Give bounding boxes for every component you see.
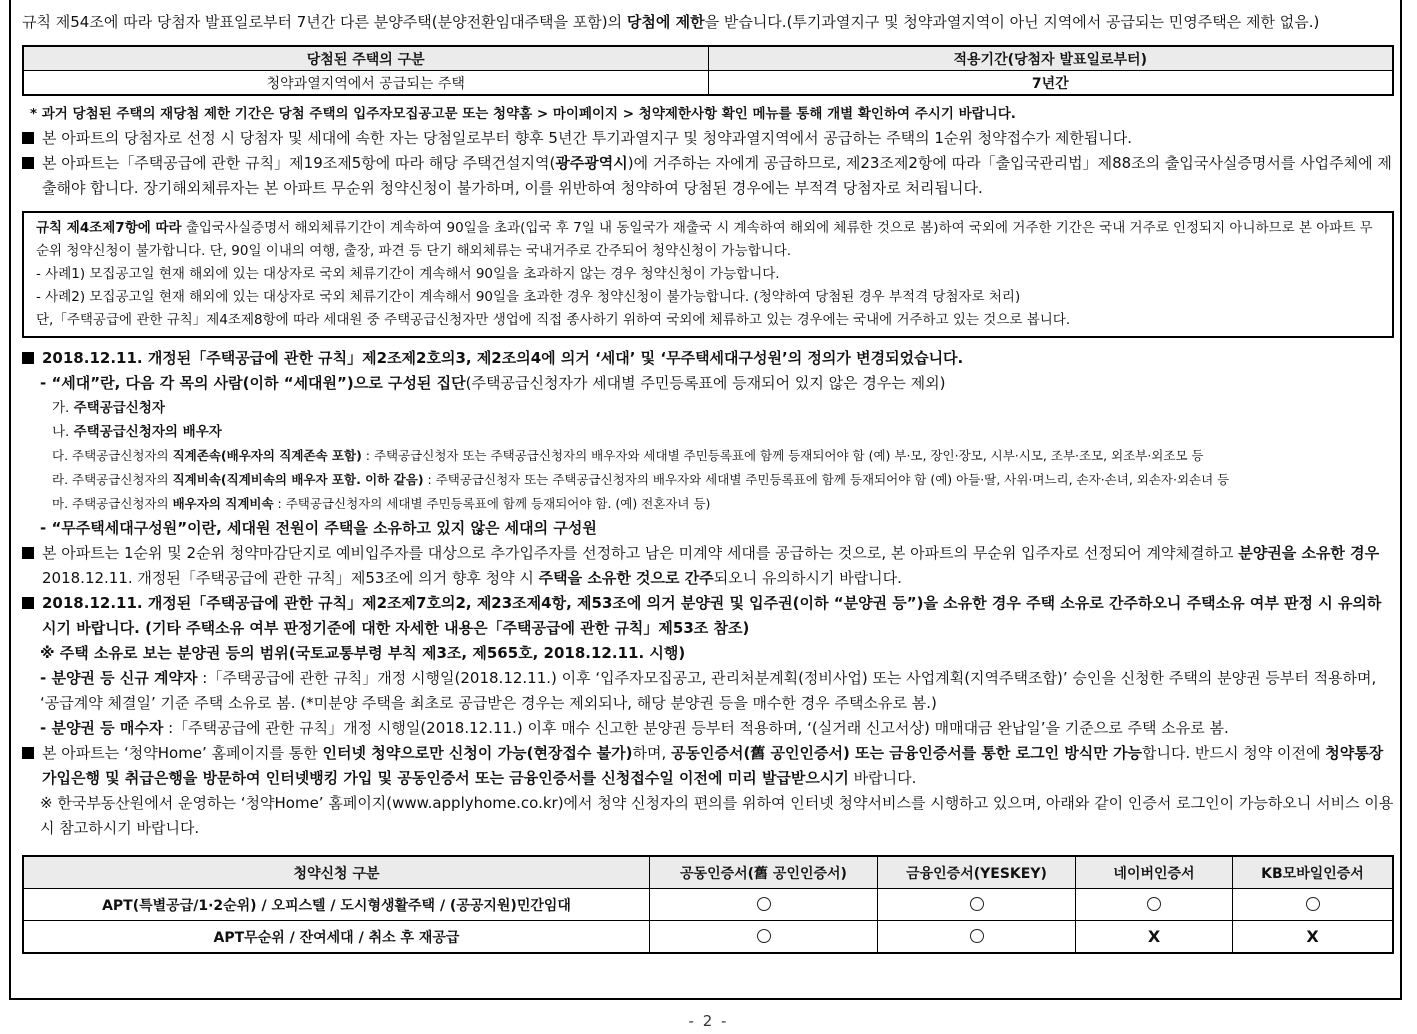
square-bullet-icon [22, 547, 34, 559]
available-circle-icon [970, 897, 984, 911]
available-circle-icon [757, 897, 771, 911]
unavailable-x-mark: X [1147, 927, 1161, 946]
certificate-table-header [23, 856, 1393, 889]
bullet-residency: 본 아파트는「주택공급에 관한 규칙」제19조제5항에 따라 해당 주택건설지역(광주광역시)에 거주하는 자에게 공급하므로, 제23조제2항에 따라「출입국관리법」제88조의 출입국사실증명서를 사업주체에 제출해야 합니다. 장기해외체류자는 본 아파트 무순위 청약신청이 불가하며, 이를 위반하여 청약하여 당첨된 경우에는 부적격 당첨자로 처리됩니다. [22, 151, 1394, 201]
cert-header-financial: 금융인증서(YESKEY) [878, 856, 1076, 889]
cert-mark-cell [878, 921, 1076, 954]
household-item-ra: 라. 주택공급신청자의 직계비속(직계비속의 배우자 포함. 이하 같음) : 주택공급신청자 또는 주택공급신청자의 배우자와 세대별 주민등록표에 함께 등재되어야 함 (예) 아들·딸, 사위·며느리, 손자·손녀, 외손자·외손녀 등 [52, 472, 1230, 487]
bullet-household-definition: 2018.12.11. 개정된「주택공급에 관한 규칙」제2조제2호의3, 제2조의4에 의거 ‘세대’ 및 ‘무주택세대구성원’의 정의가 변경되었습니다. [22, 346, 1394, 371]
available-circle-icon [970, 929, 984, 943]
household-item-ma: 마. 주택공급신청자의 배우자의 직계비속 : 주택공급신청자의 세대별 주민등록표에 함께 등재되어야 함. (예) 전혼자녀 등) [52, 496, 711, 511]
restriction-cell-type: 청약과열지역에서 공급되는 주택 [23, 71, 708, 96]
cert-header-category: 청약신청 구분 [23, 856, 650, 889]
cert-header-joint: 공동인증서(舊 공인인증서) [650, 856, 878, 889]
cert-mark-cell [1233, 921, 1394, 954]
restriction-header-period: 적용기간(당첨자 발표일로부터) [708, 46, 1393, 71]
cert-mark-cell [878, 889, 1076, 921]
bullet-internet-application: 본 아파트는 ‘청약Home’ 홈페이지를 통한 인터넷 청약으로만 신청이 가능(현장접수 불가)하며, 공동인증서(舊 공인인증서) 또는 금융인증서를 통한 로그인 방식만 가능합니다. 반드시 청약 이전에 청약통장 가입은행 및 취급은행을 방문하여 인터넷뱅킹 가입 및 공동인증서 또는 금융인증서를 신청접수일 이전에 미리 발급받으시기 바랍니다. [22, 741, 1394, 791]
household-definition: - “세대”란, 다음 각 목의 사람(이하 “세대원”)으로 구성된 집단(주택공급신청자가 세대별 주민등록표에 등재되어 있지 않은 경우는 제외) [40, 374, 946, 392]
unavailable-x-mark: X [1306, 927, 1319, 946]
restriction-header-type: 당첨된 주택의 구분 [23, 46, 708, 71]
household-item-ga: 가. 주택공급신청자 [52, 400, 165, 416]
document-content [22, 10, 1394, 954]
household-item-da: 다. 주택공급신청자의 직계존속(배우자의 직계존속 포함) : 주택공급신청자 또는 주택공급신청자의 배우자와 세대별 주민등록표에 함께 등재되어야 함 (예) 부·모, 장인·장모, 시부·시모, 조부·조모, 외조부·외조모 등 [52, 448, 1204, 463]
square-bullet-icon [22, 747, 34, 759]
overseas-stay-note-box [22, 211, 1394, 338]
presale-buyer: - 분양권 등 매수자 :「주택공급에 관한 규칙」개정 시행일(2018.12.11.) 이후 매수 신고한 분양권 등부터 적용하며, ‘(실거래 신고서상) 매매대금 완납일’을 기준으로 주택 소유로 봄. [40, 719, 1229, 737]
applyhome-note: ※ 한국부동산원에서 운영하는 ‘청약Home’ 홈페이지(www.applyhome.co.kr)에서 청약 신청자의 편의를 위하여 인터넷 청약서비스를 시행하고 있으며, 아래와 같이 인증서 로그인이 가능하오니 서비스 이용 시 참고하시기 바랍니다. [40, 794, 1394, 837]
note-main: 규칙 제4조제7항에 따라 출입국사실증명서 해외체류기간이 계속하여 90일을 초과(입국 후 7일 내 동일국가 재출국 시 계속하여 해외에 체류한 것으로 봄)하여 국외에 거주한 기간은 국내 거주로 인정되지 아니하므로 본 아파트 무순위 청약신청이 불가합니다. 단, 90일 이내의 여행, 출장, 파견 등 단기 해외체류는 국내거주로 간주되어 청약신청이 가능합니다. [36, 220, 1373, 259]
bullet-unsold-supply: 본 아파트는 1순위 및 2순위 청약마감단지로 예비입주자를 대상으로 추가입주자를 선정하고 남은 미계약 세대를 공급하는 것으로, 본 아파트의 무순위 입주자로 선정되어 계약체결하고 분양권을 소유한 경우 2018.12.11. 개정된「주택공급에 관한 규칙」제53조에 의거 향후 청약 시 주택을 소유한 것으로 간주되오니 유의하시기 바랍니다. [22, 541, 1394, 591]
square-bullet-icon [22, 352, 34, 364]
cert-mark-cell [650, 921, 878, 954]
restriction-table [22, 45, 1394, 96]
cert-mark-cell [1076, 921, 1233, 954]
cert-header-kb: KB모바일인증서 [1233, 856, 1394, 889]
note-exception: 단,「주택공급에 관한 규칙」제4조제8항에 따라 세대원 중 주택공급신청자만 생업에 직접 종사하기 위하여 국외에 체류하고 있는 경우에는 국내에 거주하고 있는 것으로 봅니다. [36, 312, 1071, 328]
restriction-cell-period: 7년간 [708, 71, 1393, 96]
bullet-presale-rights: 2018.12.11. 개정된「주택공급에 관한 규칙」제2조제7호의2, 제23조제4항, 제53조에 의거 분양권 및 입주권(이하 “분양권 등”)을 소유한 경우 주택 소유로 간주하오니 주택소유 여부 판정 시 유의하시기 바랍니다. (기타 주택소유 여부 판정기준에 대한 자세한 내용은「주택공급에 관한 규칙」제53조 참조) [22, 591, 1394, 641]
bullet-first-priority: 본 아파트의 당첨자로 선정 시 당첨자 및 세대에 속한 자는 당첨일로부터 향후 5년간 투기과열지구 및 청약과열지역에서 공급하는 주택의 1순위 청약접수가 제한됩니다. [22, 126, 1394, 151]
homeless-member-definition: - “무주택세대구성원”이란, 세대원 전원이 주택을 소유하고 있지 않은 세대의 구성원 [40, 519, 597, 537]
cert-header-naver: 네이버인증서 [1076, 856, 1233, 889]
available-circle-icon [757, 929, 771, 943]
note-case-1: - 사례1) 모집공고일 현재 해외에 있는 대상자로 국외 체류기간이 계속해서 90일을 초과하지 않는 경우 청약신청이 가능합니다. [36, 266, 780, 282]
square-bullet-icon [22, 597, 34, 609]
star-note: * 과거 당첨된 주택의 재당첨 제한 기간은 당첨 주택의 입주자모집공고문 또는 청약홈 > 마이페이지 > 청약제한사항 확인 메뉴를 통해 개별 확인하여 주시기 바랍니다. [30, 106, 1016, 122]
presale-rights-scope: ※ 주택 소유로 보는 분양권 등의 범위(국토교통부령 부칙 제3조, 제565호, 2018.12.11. 시행) [40, 644, 686, 662]
square-bullet-icon [22, 157, 34, 169]
cert-row-label: APT(특별공급/1·2순위) / 오피스텔 / 도시형생활주택 / (공공지원)민간임대 [23, 889, 650, 921]
page-number: - 2 - [688, 1012, 729, 1030]
note-case-2: - 사례2) 모집공고일 현재 해외에 있는 대상자로 국외 체류기간이 계속해서 90일을 초과한 경우 청약신청이 불가능합니다. (청약하여 당첨된 경우 부적격 당첨자로 처리) [36, 289, 1021, 305]
cert-mark-cell [1076, 889, 1233, 921]
presale-new-contractor: - 분양권 등 신규 계약자 :「주택공급에 관한 규칙」개정 시행일(2018.12.11.) 이후 ‘입주자모집공고, 관리처분계획(정비사업) 또는 사업계획(지역주택조합)’ 승인을 신청한 주택의 분양권 등부터 적용하며, ‘공급계약 체결일’ 기준 주택 소유로 봄. (*미분양 주택을 최초로 공급받은 경우는 제외되나, 해당 분양권 등을 매수한 경우 주택소유로 봄.) [40, 669, 1377, 712]
square-bullet-icon [22, 132, 34, 144]
available-circle-icon [1306, 897, 1320, 911]
available-circle-icon [1147, 897, 1161, 911]
table-row [23, 921, 1393, 954]
intro-paragraph: 규칙 제54조에 따라 당첨자 발표일로부터 7년간 다른 분양주택(분양전환임대주택을 포함)의 당첨에 제한을 받습니다.(투기과열지구 및 청약과열지역이 아닌 지역에서 공급되는 민영주택은 제한 없음.) [22, 13, 1320, 31]
table-row [23, 889, 1393, 921]
cert-mark-cell [1233, 889, 1394, 921]
cert-row-label: APT무순위 / 잔여세대 / 취소 후 재공급 [23, 921, 650, 954]
household-item-na: 나. 주택공급신청자의 배우자 [52, 424, 222, 440]
cert-mark-cell [650, 889, 878, 921]
certificate-table [22, 855, 1394, 954]
